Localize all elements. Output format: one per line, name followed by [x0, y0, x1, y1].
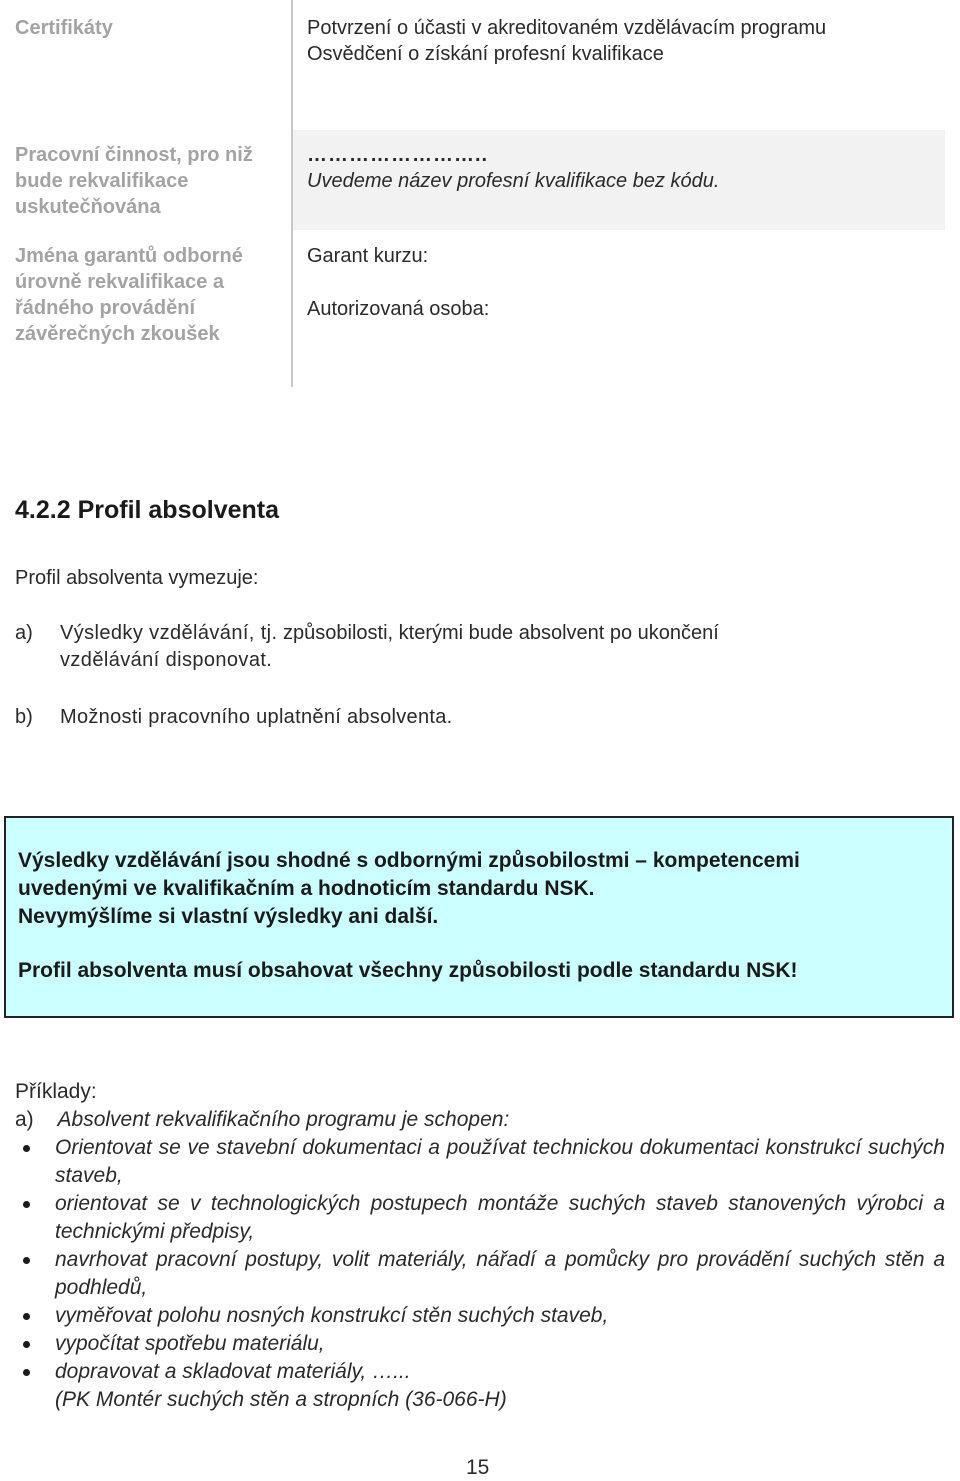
examples-source: (PK Montér suchých stěn a stropních (36-066-H) — [55, 1388, 507, 1411]
note-line-2: uvedenými ve kvalifikačním a hodnoticím standardu NSK. — [18, 877, 595, 900]
item-b-marker: b) — [15, 706, 33, 728]
item-a-line-1: Výsledky vzdělávání, tj. způsobilosti, kterými bude absolvent po ukončení — [60, 622, 719, 644]
item-b-text: Možnosti pracovního uplatnění absolventa. — [60, 706, 453, 728]
bullet-icon — [23, 1201, 30, 1208]
bullet-icon — [23, 1145, 30, 1152]
list-item: orientovat se v technologických postupech montáže suchých staveb stanovených výrobci a technickými předpisy, — [15, 1190, 945, 1246]
list-item: dopravovat a skladovat materiály, …... — [15, 1358, 945, 1386]
note-line-4: Profil absolventa musí obsahovat všechny způsobilosti podle standardu NSK! — [18, 959, 798, 982]
bullet-icon — [23, 1341, 30, 1348]
row-label-garanti: Jména garantů odborné úrovně rekvalifikace a řádného provádění závěrečných zkoušek — [15, 245, 243, 345]
autorizovana-osoba-label: Autorizovaná osoba: — [307, 298, 490, 320]
examples-a-marker: a) — [15, 1108, 34, 1131]
examples-a — [15, 1106, 945, 1134]
item-a-line-2: vzdělávání disponovat. — [60, 649, 273, 671]
profile-intro: Profil absolventa vymezuje: — [15, 567, 259, 589]
certifikat-line-1: Potvrzení o účasti v akreditovaném vzdělávacím programu — [307, 17, 827, 39]
section-number: 4.2.2 — [15, 496, 71, 524]
item-a-marker: a) — [15, 622, 33, 644]
note-line-1: Výsledky vzdělávání jsou shodné s odbornými způsobilostmi – kompetencemi — [18, 849, 800, 872]
certifikat-line-2: Osvědčení o získání profesní kvalifikace — [307, 43, 664, 65]
list-item: vypočítat spotřebu materiálu, — [15, 1330, 945, 1358]
list-item: vyměřovat polohu nosných konstrukcí stěn suchých staveb, — [15, 1302, 945, 1330]
row-label-pracovni-cinnost: Pracovní činnost, pro niž bude rekvalifikace uskutečňována — [15, 144, 253, 218]
row-value-pracovni-cinnost — [307, 142, 937, 194]
examples-heading: Příklady: — [15, 1080, 97, 1103]
row-label-certifikaty: Certifikáty — [15, 17, 113, 39]
garant-kurzu-label: Garant kurzu: — [307, 245, 429, 267]
examples-list — [15, 1134, 945, 1386]
row-value-certifikaty — [307, 15, 947, 67]
examples-section — [15, 1078, 945, 1414]
placeholder-dots: …………………….. — [307, 144, 489, 166]
bullet-icon — [23, 1313, 30, 1320]
bullet-icon — [23, 1257, 30, 1264]
list-item: navrhovat pracovní postupy, volit materiály, nářadí a pomůcky pro provádění suchých stěn a podhledů, — [15, 1246, 945, 1302]
item-a-text — [60, 620, 940, 674]
section-heading — [15, 496, 279, 525]
bullet-icon — [23, 1369, 30, 1376]
qualification-hint: Uvedeme název profesní kvalifikace bez kódu. — [307, 170, 720, 192]
page-number: 15 — [466, 1456, 490, 1479]
requirement-note-box — [4, 816, 954, 1018]
note-line-3: Nevymýšlíme si vlastní výsledky ani další. — [18, 905, 439, 928]
section-title: Profil absolventa — [77, 496, 280, 524]
list-item: Orientovat se ve stavební dokumentaci a používat technickou dokumentaci konstrukcí suchých staveb, — [15, 1134, 945, 1190]
examples-a-text: Absolvent rekvalifikačního programu je schopen: — [57, 1108, 510, 1131]
